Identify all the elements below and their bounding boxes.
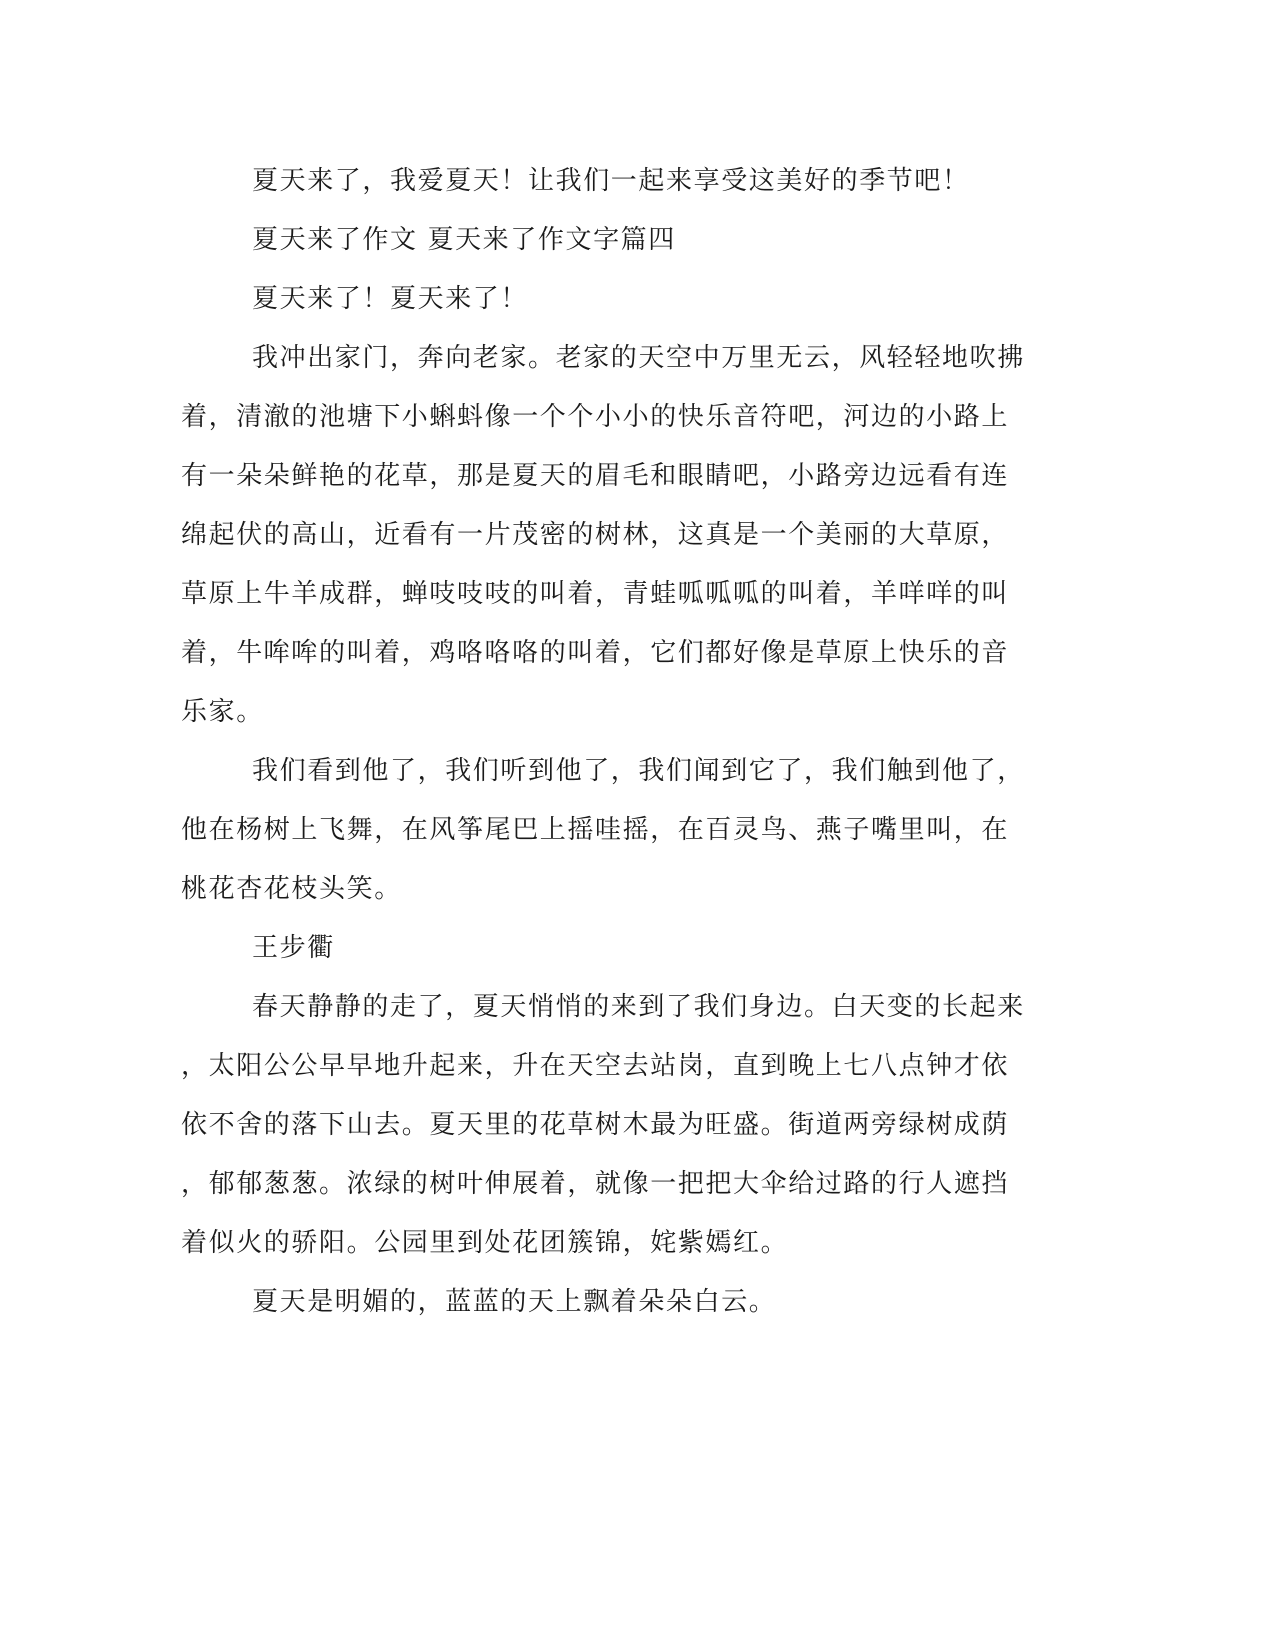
paragraph-line: 乐家。 bbox=[181, 697, 264, 727]
paragraph-line: 着，牛哞哞的叫着，鸡咯咯咯的叫着，它们都好像是草原上快乐的音 bbox=[181, 638, 1010, 668]
paragraph-line: ，郁郁葱葱。浓绿的树叶伸展着，就像一把把大伞给过路的行人遮挡 bbox=[181, 1169, 1010, 1199]
paragraph-line: 桃花杏花枝头笑。 bbox=[181, 874, 402, 904]
paragraph-line: 依不舍的落下山去。夏天里的花草树木最为旺盛。街道两旁绿树成荫 bbox=[181, 1110, 1010, 1140]
text-line: 夏天来了！夏天来了！ bbox=[252, 284, 529, 314]
paragraph-line: 草原上牛羊成群，蝉吱吱吱的叫着，青蛙呱呱呱的叫着，羊咩咩的叫 bbox=[181, 579, 1010, 609]
paragraph-line: 夏天是明媚的，蓝蓝的天上飘着朵朵白云。 bbox=[252, 1287, 777, 1317]
text-line: 夏天来了，我爱夏天！让我们一起来享受这美好的季节吧！ bbox=[252, 166, 970, 196]
paragraph-line: 他在杨树上飞舞，在风筝尾巴上摇哇摇，在百灵鸟、燕子嘴里叫，在 bbox=[181, 815, 1010, 845]
section-heading: 夏天来了作文 夏天来了作文字篇四 bbox=[252, 225, 676, 255]
paragraph-line: ，太阳公公早早地升起来，升在天空去站岗，直到晚上七八点钟才依 bbox=[181, 1051, 1010, 1081]
paragraph-line: 着，清澈的池塘下小蝌蚪像一个个小小的快乐音符吧，河边的小路上 bbox=[181, 402, 1010, 432]
paragraph-line: 春天静静的走了，夏天悄悄的来到了我们身边。白天变的长起来 bbox=[252, 992, 1025, 1022]
paragraph-line: 绵起伏的高山，近看有一片茂密的树林，这真是一个美丽的大草原， bbox=[181, 520, 1010, 550]
paragraph-line: 着似火的骄阳。公园里到处花团簇锦，姹紫嫣红。 bbox=[181, 1228, 789, 1258]
author-name: 王步衢 bbox=[252, 933, 335, 963]
paragraph-line: 我冲出家门，奔向老家。老家的天空中万里无云，风轻轻地吹拂 bbox=[252, 343, 1025, 373]
paragraph-line: 我们看到他了，我们听到他了，我们闻到它了，我们触到他了， bbox=[252, 756, 1025, 786]
paragraph-line: 有一朵朵鲜艳的花草，那是夏天的眉毛和眼睛吧，小路旁边远看有连 bbox=[181, 461, 1010, 491]
